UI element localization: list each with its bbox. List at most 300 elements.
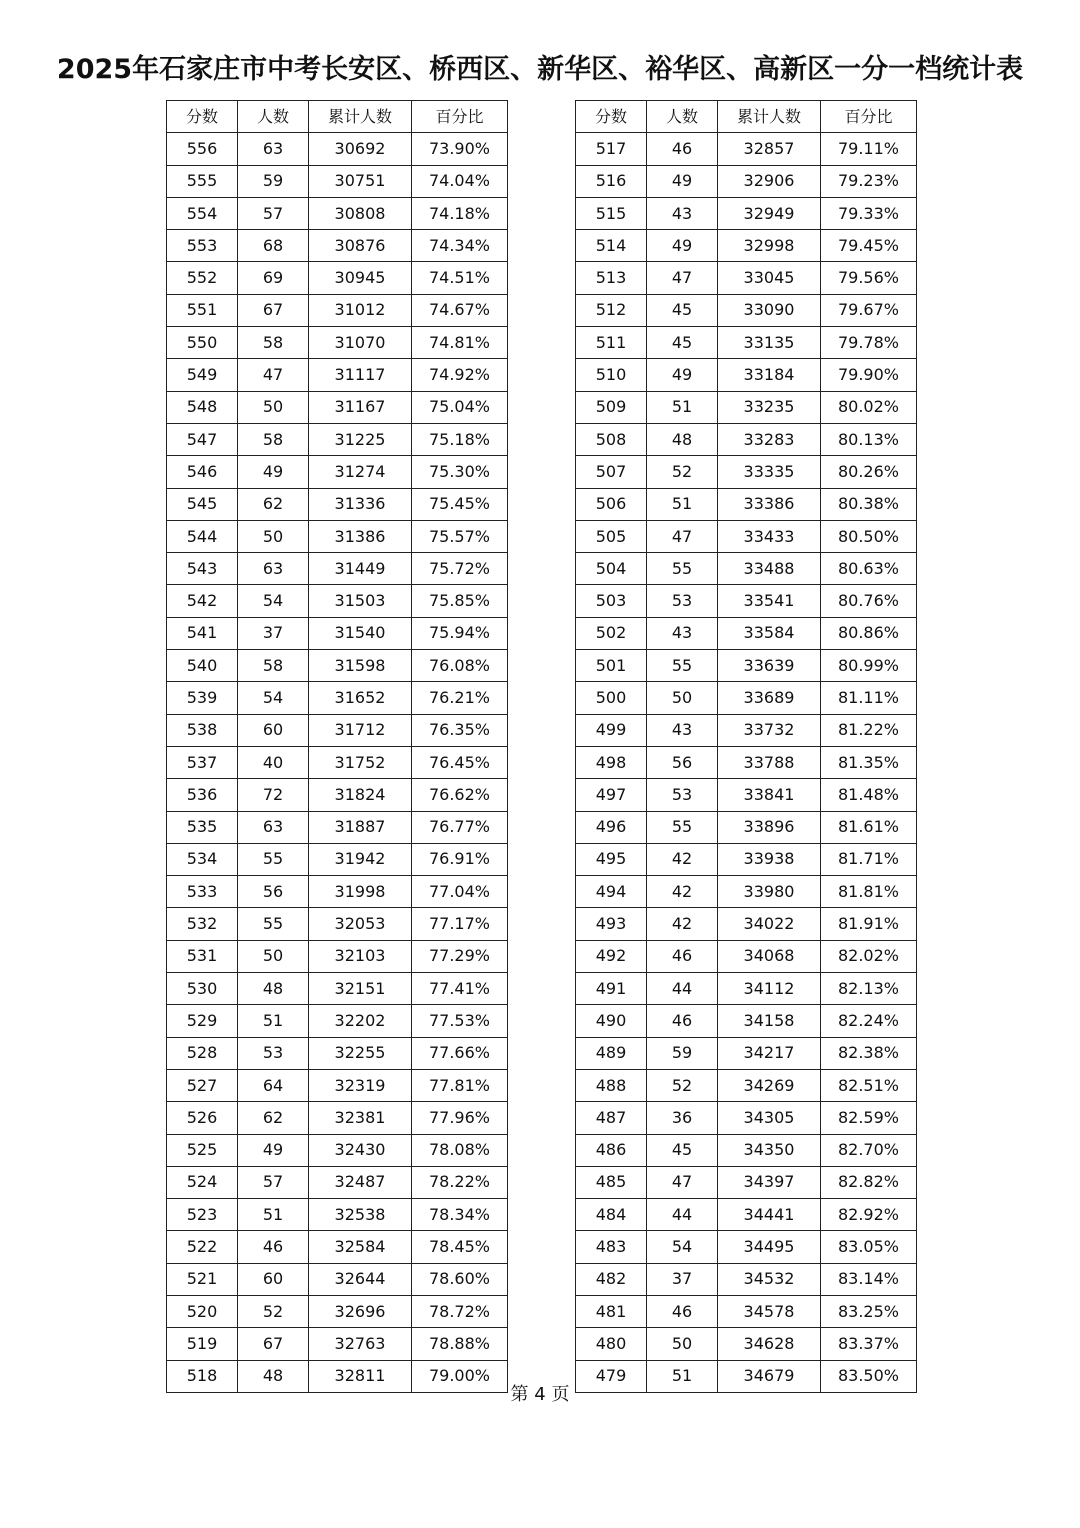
cell-percent: 78.60% (412, 1263, 508, 1295)
cell-cumulative: 32430 (309, 1134, 412, 1166)
table-row (576, 746, 917, 778)
cell-cumulative: 32857 (718, 133, 821, 165)
header-score: 分数 (167, 101, 238, 133)
cell-score: 540 (167, 650, 238, 682)
table-row (576, 1263, 917, 1295)
cell-count: 50 (238, 940, 309, 972)
cell-count: 54 (647, 1231, 718, 1263)
cell-cumulative: 33235 (718, 391, 821, 423)
cell-percent: 77.29% (412, 940, 508, 972)
cell-cumulative: 33639 (718, 650, 821, 682)
cell-count: 51 (647, 391, 718, 423)
table-row (167, 617, 508, 649)
cell-percent: 75.72% (412, 553, 508, 585)
cell-count: 50 (647, 682, 718, 714)
cell-percent: 74.67% (412, 294, 508, 326)
cell-score: 523 (167, 1199, 238, 1231)
cell-cumulative: 31942 (309, 843, 412, 875)
table-row (576, 391, 917, 423)
cell-cumulative: 33896 (718, 811, 821, 843)
cell-score: 545 (167, 488, 238, 520)
cell-score: 513 (576, 262, 647, 294)
header-cumulative: 累计人数 (718, 101, 821, 133)
cell-score: 488 (576, 1069, 647, 1101)
table-row (167, 165, 508, 197)
cell-count: 54 (238, 585, 309, 617)
cell-score: 536 (167, 779, 238, 811)
cell-score: 496 (576, 811, 647, 843)
cell-score: 490 (576, 1005, 647, 1037)
table-row (167, 1134, 508, 1166)
cell-percent: 80.13% (821, 423, 917, 455)
table-row (167, 746, 508, 778)
cell-cumulative: 34578 (718, 1295, 821, 1327)
cell-cumulative: 34269 (718, 1069, 821, 1101)
cell-cumulative: 32381 (309, 1102, 412, 1134)
table-row (576, 876, 917, 908)
cell-count: 63 (238, 811, 309, 843)
cell-cumulative: 34022 (718, 908, 821, 940)
cell-score: 550 (167, 327, 238, 359)
cell-score: 533 (167, 876, 238, 908)
cell-percent: 78.45% (412, 1231, 508, 1263)
header-cumulative: 累计人数 (309, 101, 412, 133)
cell-cumulative: 30945 (309, 262, 412, 294)
cell-score: 532 (167, 908, 238, 940)
cell-count: 63 (238, 553, 309, 585)
cell-cumulative: 30876 (309, 230, 412, 262)
table-row (167, 423, 508, 455)
cell-cumulative: 32949 (718, 197, 821, 229)
cell-cumulative: 31824 (309, 779, 412, 811)
table-row (167, 294, 508, 326)
cell-score: 512 (576, 294, 647, 326)
cell-score: 506 (576, 488, 647, 520)
cell-score: 543 (167, 553, 238, 585)
table-row (167, 779, 508, 811)
cell-score: 556 (167, 133, 238, 165)
cell-score: 549 (167, 359, 238, 391)
table-row (576, 488, 917, 520)
cell-score: 519 (167, 1328, 238, 1360)
cell-cumulative: 34068 (718, 940, 821, 972)
cell-cumulative: 34112 (718, 973, 821, 1005)
cell-score: 541 (167, 617, 238, 649)
table-row (576, 1328, 917, 1360)
cell-count: 67 (238, 1328, 309, 1360)
cell-count: 45 (647, 327, 718, 359)
cell-percent: 83.05% (821, 1231, 917, 1263)
cell-score: 535 (167, 811, 238, 843)
cell-score: 485 (576, 1166, 647, 1198)
cell-score: 486 (576, 1134, 647, 1166)
cell-score: 521 (167, 1263, 238, 1295)
cell-count: 45 (647, 294, 718, 326)
cell-score: 531 (167, 940, 238, 972)
cell-percent: 77.81% (412, 1069, 508, 1101)
table-header-row (576, 101, 917, 133)
cell-count: 47 (647, 520, 718, 552)
table-row (576, 843, 917, 875)
cell-percent: 80.50% (821, 520, 917, 552)
table-row (576, 327, 917, 359)
table-row (167, 585, 508, 617)
cell-percent: 79.11% (821, 133, 917, 165)
cell-cumulative: 34441 (718, 1199, 821, 1231)
table-row (576, 262, 917, 294)
cell-count: 55 (238, 843, 309, 875)
cell-cumulative: 32538 (309, 1199, 412, 1231)
cell-count: 72 (238, 779, 309, 811)
table-row (576, 553, 917, 585)
cell-count: 56 (647, 746, 718, 778)
cell-score: 484 (576, 1199, 647, 1231)
cell-score: 538 (167, 714, 238, 746)
cell-cumulative: 33184 (718, 359, 821, 391)
cell-percent: 83.14% (821, 1263, 917, 1295)
cell-cumulative: 30751 (309, 165, 412, 197)
cell-cumulative: 31449 (309, 553, 412, 585)
cell-score: 502 (576, 617, 647, 649)
cell-percent: 80.63% (821, 553, 917, 585)
header-count: 人数 (647, 101, 718, 133)
table-header-row (167, 101, 508, 133)
cell-count: 40 (238, 746, 309, 778)
header-count: 人数 (238, 101, 309, 133)
cell-count: 47 (647, 262, 718, 294)
cell-percent: 77.04% (412, 876, 508, 908)
cell-cumulative: 32811 (309, 1360, 412, 1392)
cell-percent: 80.86% (821, 617, 917, 649)
cell-score: 510 (576, 359, 647, 391)
cell-count: 58 (238, 650, 309, 682)
cell-score: 493 (576, 908, 647, 940)
cell-percent: 75.45% (412, 488, 508, 520)
cell-percent: 81.35% (821, 746, 917, 778)
cell-score: 537 (167, 746, 238, 778)
table-row (576, 294, 917, 326)
cell-score: 515 (576, 197, 647, 229)
cell-score: 539 (167, 682, 238, 714)
table-row (167, 359, 508, 391)
table-row (576, 714, 917, 746)
cell-score: 548 (167, 391, 238, 423)
table-row (167, 133, 508, 165)
cell-count: 55 (238, 908, 309, 940)
cell-percent: 79.00% (412, 1360, 508, 1392)
page-title: 2025年石家庄市中考长安区、桥西区、新华区、裕华区、高新区一分一档统计表 (56, 54, 1024, 85)
table-row (167, 553, 508, 585)
table-row (167, 682, 508, 714)
cell-percent: 77.41% (412, 973, 508, 1005)
cell-count: 67 (238, 294, 309, 326)
cell-score: 503 (576, 585, 647, 617)
cell-count: 55 (647, 553, 718, 585)
cell-score: 497 (576, 779, 647, 811)
cell-percent: 75.30% (412, 456, 508, 488)
cell-percent: 77.66% (412, 1037, 508, 1069)
cell-percent: 81.81% (821, 876, 917, 908)
cell-count: 53 (647, 779, 718, 811)
cell-score: 495 (576, 843, 647, 875)
cell-cumulative: 33090 (718, 294, 821, 326)
cell-cumulative: 33689 (718, 682, 821, 714)
cell-cumulative: 31225 (309, 423, 412, 455)
table-row (167, 1102, 508, 1134)
cell-cumulative: 31117 (309, 359, 412, 391)
cell-cumulative: 31998 (309, 876, 412, 908)
cell-count: 53 (647, 585, 718, 617)
cell-cumulative: 30808 (309, 197, 412, 229)
table-row (167, 520, 508, 552)
cell-cumulative: 33788 (718, 746, 821, 778)
cell-cumulative: 32487 (309, 1166, 412, 1198)
cell-count: 58 (238, 327, 309, 359)
cell-cumulative: 34679 (718, 1360, 821, 1392)
cell-count: 48 (238, 973, 309, 1005)
cell-count: 48 (238, 1360, 309, 1392)
table-row (167, 1005, 508, 1037)
cell-cumulative: 32763 (309, 1328, 412, 1360)
cell-count: 43 (647, 617, 718, 649)
cell-score: 546 (167, 456, 238, 488)
cell-cumulative: 33541 (718, 585, 821, 617)
cell-count: 54 (238, 682, 309, 714)
cell-score: 551 (167, 294, 238, 326)
cell-percent: 83.37% (821, 1328, 917, 1360)
cell-score: 511 (576, 327, 647, 359)
table-row (576, 1005, 917, 1037)
cell-percent: 80.26% (821, 456, 917, 488)
cell-percent: 75.94% (412, 617, 508, 649)
cell-count: 43 (647, 197, 718, 229)
cell-cumulative: 33045 (718, 262, 821, 294)
cell-percent: 81.61% (821, 811, 917, 843)
cell-cumulative: 31336 (309, 488, 412, 520)
cell-score: 500 (576, 682, 647, 714)
score-table-right (575, 100, 917, 1393)
cell-cumulative: 31652 (309, 682, 412, 714)
cell-percent: 80.99% (821, 650, 917, 682)
cell-count: 57 (238, 1166, 309, 1198)
cell-percent: 80.76% (821, 585, 917, 617)
cell-score: 491 (576, 973, 647, 1005)
table-row (167, 940, 508, 972)
cell-score: 555 (167, 165, 238, 197)
table-row (167, 1199, 508, 1231)
cell-percent: 79.67% (821, 294, 917, 326)
cell-percent: 81.11% (821, 682, 917, 714)
cell-score: 480 (576, 1328, 647, 1360)
cell-count: 42 (647, 876, 718, 908)
cell-percent: 76.45% (412, 746, 508, 778)
cell-percent: 76.77% (412, 811, 508, 843)
cell-cumulative: 32998 (718, 230, 821, 262)
cell-percent: 75.85% (412, 585, 508, 617)
table-row (576, 940, 917, 972)
cell-count: 53 (238, 1037, 309, 1069)
cell-percent: 75.18% (412, 423, 508, 455)
cell-cumulative: 31540 (309, 617, 412, 649)
cell-percent: 82.13% (821, 973, 917, 1005)
cell-cumulative: 34532 (718, 1263, 821, 1295)
cell-score: 518 (167, 1360, 238, 1392)
cell-count: 51 (238, 1199, 309, 1231)
cell-count: 50 (238, 391, 309, 423)
cell-score: 516 (576, 165, 647, 197)
cell-score: 544 (167, 520, 238, 552)
cell-cumulative: 34397 (718, 1166, 821, 1198)
table-row (167, 1037, 508, 1069)
table-row (167, 1328, 508, 1360)
table-row (576, 811, 917, 843)
cell-cumulative: 33938 (718, 843, 821, 875)
table-row (167, 973, 508, 1005)
cell-count: 62 (238, 488, 309, 520)
cell-percent: 79.90% (821, 359, 917, 391)
table-row (576, 617, 917, 649)
cell-cumulative: 32644 (309, 1263, 412, 1295)
table-row (576, 1295, 917, 1327)
table-row (167, 1263, 508, 1295)
cell-count: 42 (647, 843, 718, 875)
cell-percent: 74.34% (412, 230, 508, 262)
cell-percent: 79.78% (821, 327, 917, 359)
cell-cumulative: 33980 (718, 876, 821, 908)
table-row (167, 876, 508, 908)
cell-cumulative: 33732 (718, 714, 821, 746)
cell-count: 52 (647, 456, 718, 488)
cell-score: 529 (167, 1005, 238, 1037)
cell-cumulative: 34495 (718, 1231, 821, 1263)
cell-count: 62 (238, 1102, 309, 1134)
cell-score: 483 (576, 1231, 647, 1263)
cell-cumulative: 32319 (309, 1069, 412, 1101)
table-row (576, 1102, 917, 1134)
cell-count: 59 (647, 1037, 718, 1069)
cell-percent: 74.81% (412, 327, 508, 359)
cell-percent: 79.45% (821, 230, 917, 262)
cell-percent: 81.71% (821, 843, 917, 875)
cell-percent: 76.35% (412, 714, 508, 746)
score-table-left (166, 100, 508, 1393)
cell-cumulative: 34628 (718, 1328, 821, 1360)
cell-cumulative: 31386 (309, 520, 412, 552)
cell-count: 59 (238, 165, 309, 197)
cell-count: 58 (238, 423, 309, 455)
cell-percent: 78.72% (412, 1295, 508, 1327)
cell-count: 60 (238, 1263, 309, 1295)
cell-count: 52 (647, 1069, 718, 1101)
cell-score: 504 (576, 553, 647, 585)
table-row (576, 908, 917, 940)
cell-score: 501 (576, 650, 647, 682)
cell-percent: 83.25% (821, 1295, 917, 1327)
cell-count: 50 (647, 1328, 718, 1360)
table-row (167, 811, 508, 843)
cell-count: 64 (238, 1069, 309, 1101)
cell-count: 46 (647, 940, 718, 972)
cell-count: 69 (238, 262, 309, 294)
table-row (167, 391, 508, 423)
cell-score: 530 (167, 973, 238, 1005)
cell-percent: 81.48% (821, 779, 917, 811)
table-row (576, 1231, 917, 1263)
cell-percent: 78.88% (412, 1328, 508, 1360)
cell-cumulative: 32103 (309, 940, 412, 972)
cell-percent: 82.02% (821, 940, 917, 972)
cell-percent: 82.24% (821, 1005, 917, 1037)
cell-percent: 75.04% (412, 391, 508, 423)
cell-percent: 82.82% (821, 1166, 917, 1198)
cell-score: 554 (167, 197, 238, 229)
header-percent: 百分比 (412, 101, 508, 133)
cell-score: 498 (576, 746, 647, 778)
cell-score: 508 (576, 423, 647, 455)
cell-percent: 74.51% (412, 262, 508, 294)
cell-percent: 77.17% (412, 908, 508, 940)
cell-count: 63 (238, 133, 309, 165)
cell-count: 37 (647, 1263, 718, 1295)
cell-count: 46 (647, 1005, 718, 1037)
cell-count: 45 (647, 1134, 718, 1166)
table-row (167, 262, 508, 294)
table-row (576, 423, 917, 455)
cell-cumulative: 31598 (309, 650, 412, 682)
table-row (576, 779, 917, 811)
table-row (576, 197, 917, 229)
table-row (576, 133, 917, 165)
cell-cumulative: 32053 (309, 908, 412, 940)
table-row (576, 585, 917, 617)
cell-count: 49 (647, 359, 718, 391)
table-row (576, 1037, 917, 1069)
cell-cumulative: 34217 (718, 1037, 821, 1069)
cell-cumulative: 31887 (309, 811, 412, 843)
cell-score: 507 (576, 456, 647, 488)
table-row (167, 197, 508, 229)
cell-cumulative: 34158 (718, 1005, 821, 1037)
cell-percent: 82.51% (821, 1069, 917, 1101)
cell-score: 528 (167, 1037, 238, 1069)
cell-cumulative: 31503 (309, 585, 412, 617)
table-row (576, 682, 917, 714)
table-row (167, 488, 508, 520)
table-row (167, 1166, 508, 1198)
cell-count: 46 (647, 1295, 718, 1327)
cell-score: 505 (576, 520, 647, 552)
header-score: 分数 (576, 101, 647, 133)
cell-cumulative: 32584 (309, 1231, 412, 1263)
cell-percent: 74.92% (412, 359, 508, 391)
table-row (576, 165, 917, 197)
cell-cumulative: 31752 (309, 746, 412, 778)
cell-percent: 82.38% (821, 1037, 917, 1069)
cell-count: 49 (238, 1134, 309, 1166)
cell-count: 37 (238, 617, 309, 649)
cell-percent: 76.91% (412, 843, 508, 875)
cell-cumulative: 31012 (309, 294, 412, 326)
cell-score: 526 (167, 1102, 238, 1134)
table-row (167, 230, 508, 262)
cell-percent: 79.56% (821, 262, 917, 294)
table-row (576, 456, 917, 488)
cell-count: 51 (647, 488, 718, 520)
cell-count: 46 (238, 1231, 309, 1263)
page-number: 第 4 页 (510, 1384, 570, 1405)
cell-score: 527 (167, 1069, 238, 1101)
cell-score: 553 (167, 230, 238, 262)
